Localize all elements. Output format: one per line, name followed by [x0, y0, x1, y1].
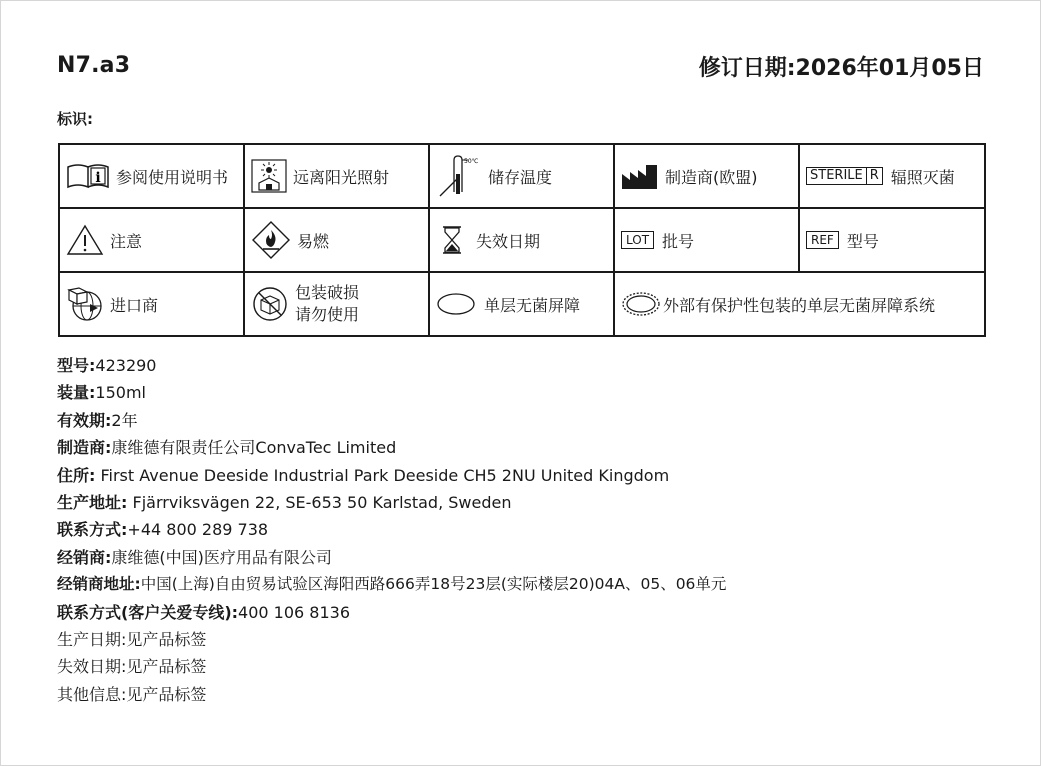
ref-box: REF: [806, 231, 839, 249]
symbol-cell: [244, 144, 429, 208]
info-line: [57, 379, 726, 406]
revision-date: [699, 51, 984, 82]
info-value: 康维德有限责任公司ConvaTec Limited: [111, 438, 397, 458]
symbol-cell: [429, 144, 614, 208]
info-line: [57, 489, 726, 516]
sterile-r-icon: [806, 167, 883, 185]
book-info-icon: [66, 163, 110, 189]
damaged-package-labels: [295, 282, 359, 326]
info-value: 失效日期:见产品标签: [57, 657, 207, 677]
symbol-label: 外部有保护性包装的单层无菌屏障系统: [663, 295, 936, 315]
info-value: +44 800 289 738: [127, 520, 269, 540]
symbols-row: [59, 208, 985, 272]
revision-label: 修订日期:: [698, 56, 796, 81]
temperature-limit-text: 50℃: [464, 158, 479, 165]
symbol-cell: [614, 144, 799, 208]
caution-icon: [66, 224, 104, 256]
symbol-cell: [614, 272, 985, 336]
symbol-cell: [429, 272, 614, 336]
symbol-cell: [614, 208, 799, 272]
info-label: 联系方式:: [57, 520, 128, 540]
damaged-package-icon: [251, 285, 289, 323]
lot-box: LOT: [621, 231, 654, 249]
info-value: First Avenue Deeside Industrial Park Deeside CH5 2NU United Kingdom: [95, 465, 670, 485]
symbol-cell: [244, 208, 429, 272]
info-value: 150ml: [95, 383, 146, 403]
symbol-cell: [799, 208, 985, 272]
symbol-label: 失效日期: [476, 231, 541, 251]
info-label: 有效期:: [57, 410, 112, 430]
info-line: [57, 626, 726, 653]
info-value: 2年: [111, 410, 138, 430]
info-label: 联系方式(客户关爱专线):: [57, 602, 239, 622]
symbol-label: 单层无菌屏障: [484, 295, 581, 315]
symbol-label: 辐照灭菌: [890, 167, 955, 187]
info-label: 住所:: [57, 465, 96, 485]
info-label: 型号:: [57, 356, 96, 375]
symbol-label: 制造商(欧盟): [665, 167, 758, 187]
symbols-row: [59, 272, 985, 336]
symbol-cell: [59, 208, 244, 272]
symbol-label: 参阅使用说明书: [116, 167, 229, 187]
info-line: [57, 407, 726, 434]
revision-date-value: 2026年01月05日: [795, 56, 984, 81]
symbol-label: 包装破损: [295, 283, 360, 302]
symbol-label: 易燃: [297, 231, 330, 251]
symbol-cell: [59, 144, 244, 208]
importer-icon: [66, 285, 104, 323]
product-code: N7.a3: [57, 53, 131, 78]
symbol-label: 远离阳光照射: [293, 167, 390, 187]
symbol-label: 注意: [110, 231, 143, 251]
info-line: [57, 681, 726, 708]
info-line: [57, 599, 726, 626]
info-label: 装量:: [57, 383, 96, 403]
single-sterile-barrier-icon: [436, 292, 476, 316]
sterile-barrier-protective-icon: [621, 291, 661, 317]
temperature-limit-icon: [436, 154, 482, 198]
sterile-box: STERILE: [806, 167, 867, 185]
symbol-label: 请勿使用: [295, 305, 360, 324]
product-info: [57, 352, 726, 708]
symbol-cell: [799, 144, 985, 208]
symbol-label: 进口商: [110, 295, 159, 315]
info-label: 经销商:: [57, 547, 112, 567]
info-value: 中国(上海)自由贸易试验区海阳西路666弄18号23层(实际楼层20)04A、05、06单元: [140, 575, 727, 594]
symbol-label: 型号: [846, 231, 879, 251]
info-line: [57, 462, 726, 489]
symbol-label: 批号: [662, 231, 695, 251]
info-line: [57, 544, 726, 571]
keep-away-sunlight-icon: [251, 159, 287, 193]
info-line: [57, 352, 726, 379]
info-value: 生产日期:见产品标签: [57, 630, 207, 650]
info-line: [57, 571, 726, 598]
svg-text:i: i: [95, 170, 101, 186]
info-value: 423290: [95, 356, 157, 375]
info-line: [57, 434, 726, 461]
info-label: 生产地址:: [57, 493, 128, 513]
info-value: Fjärrviksvägen 22, SE-653 50 Karlstad, Sweden: [127, 493, 512, 513]
manufacturer-icon: [621, 162, 659, 190]
info-label: 制造商:: [57, 438, 112, 458]
info-line: [57, 653, 726, 680]
symbols-table: [58, 143, 986, 337]
sterile-r-box: R: [867, 167, 883, 185]
hourglass-icon: [436, 225, 470, 255]
info-label: 经销商地址:: [57, 575, 141, 594]
symbol-cell: [59, 272, 244, 336]
info-value: 康维德(中国)医疗用品有限公司: [111, 547, 332, 567]
info-value: 其他信息:见产品标签: [57, 684, 207, 704]
symbol-label: 储存温度: [488, 167, 553, 187]
symbols-row: [59, 144, 985, 208]
symbol-cell: [429, 208, 614, 272]
flammable-icon: [251, 220, 291, 260]
symbol-cell: [244, 272, 429, 336]
marks-title: 标识:: [57, 110, 93, 128]
info-line: [57, 516, 726, 543]
info-value: 400 106 8136: [238, 602, 350, 622]
